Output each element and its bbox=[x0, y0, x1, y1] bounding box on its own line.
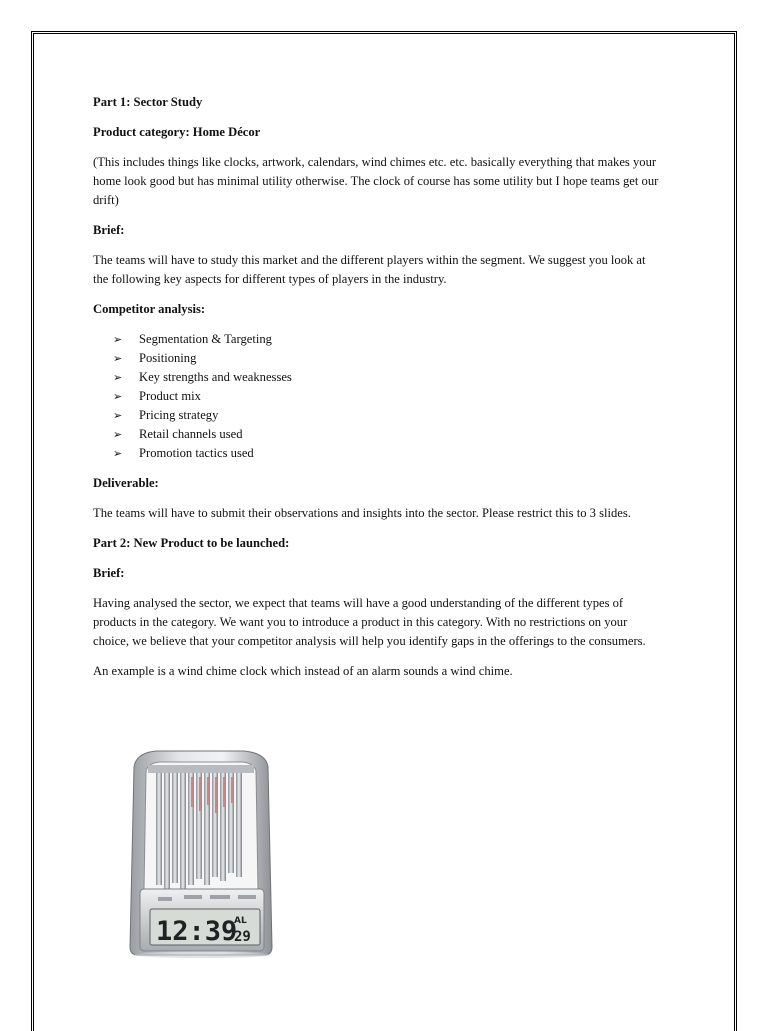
part2-title: Part 2: New Product to be launched: bbox=[93, 536, 290, 550]
brief1-text: The teams will have to study this market and the different players within the segment. We suggest you look at the following key aspects for different types of players in the industry. bbox=[93, 253, 646, 286]
arrowhead-bullet-icon: ➢ bbox=[113, 409, 123, 422]
list-item bbox=[93, 330, 663, 349]
brief2-text: Having analysed the sector, we expect that teams will have a good understanding of the different types of products in the category. We want you to introduce a product in this category. With no restrictions on your choice, we believe that your competitor analysis will help you identify gaps in the offerings to the consumers. bbox=[93, 596, 646, 648]
arrowhead-bullet-icon: ➢ bbox=[113, 371, 123, 384]
part1-title: Part 1: Sector Study bbox=[93, 95, 203, 109]
list-item-label: Product mix bbox=[139, 389, 201, 403]
list-item bbox=[93, 425, 663, 444]
brief2-heading: Brief: bbox=[93, 566, 125, 580]
list-item bbox=[93, 406, 663, 425]
arrowhead-bullet-icon: ➢ bbox=[113, 333, 123, 346]
clock-time: 12:39 bbox=[156, 916, 238, 947]
wind-chime-clock-image bbox=[126, 747, 276, 959]
list-item-label: Promotion tactics used bbox=[139, 446, 254, 460]
list-item-label: Segmentation & Targeting bbox=[139, 332, 272, 346]
competitor-list bbox=[93, 330, 663, 463]
document-body bbox=[93, 93, 663, 692]
list-item bbox=[93, 387, 663, 406]
deliverable-text: The teams will have to submit their observations and insights into the sector. Please restrict this to 3 slides. bbox=[93, 506, 631, 520]
example-text: An example is a wind chime clock which instead of an alarm sounds a wind chime. bbox=[93, 664, 513, 678]
arrowhead-bullet-icon: ➢ bbox=[113, 390, 123, 403]
list-item bbox=[93, 349, 663, 368]
list-item-label: Positioning bbox=[139, 351, 197, 365]
clock-date: 29 bbox=[234, 929, 251, 945]
clock-ampm: AL bbox=[234, 916, 247, 926]
list-item bbox=[93, 368, 663, 387]
wind-chime-clock-icon bbox=[126, 747, 276, 959]
list-item-label: Retail channels used bbox=[139, 427, 243, 441]
list-item-label: Key strengths and weaknesses bbox=[139, 370, 292, 384]
arrowhead-bullet-icon: ➢ bbox=[113, 447, 123, 460]
brief1-heading: Brief: bbox=[93, 223, 125, 237]
arrowhead-bullet-icon: ➢ bbox=[113, 352, 123, 365]
deliverable-heading: Deliverable: bbox=[93, 476, 159, 490]
list-item bbox=[93, 444, 663, 463]
arrowhead-bullet-icon: ➢ bbox=[113, 428, 123, 441]
category-description: (This includes things like clocks, artwork, calendars, wind chimes etc. etc. basically everything that makes your home look good but has minimal utility otherwise. The clock of course has some utility but I hope teams get our drift) bbox=[93, 155, 659, 207]
competitor-heading: Competitor analysis: bbox=[93, 302, 206, 316]
list-item-label: Pricing strategy bbox=[139, 408, 219, 422]
category-heading: Product category: Home Décor bbox=[93, 125, 261, 139]
